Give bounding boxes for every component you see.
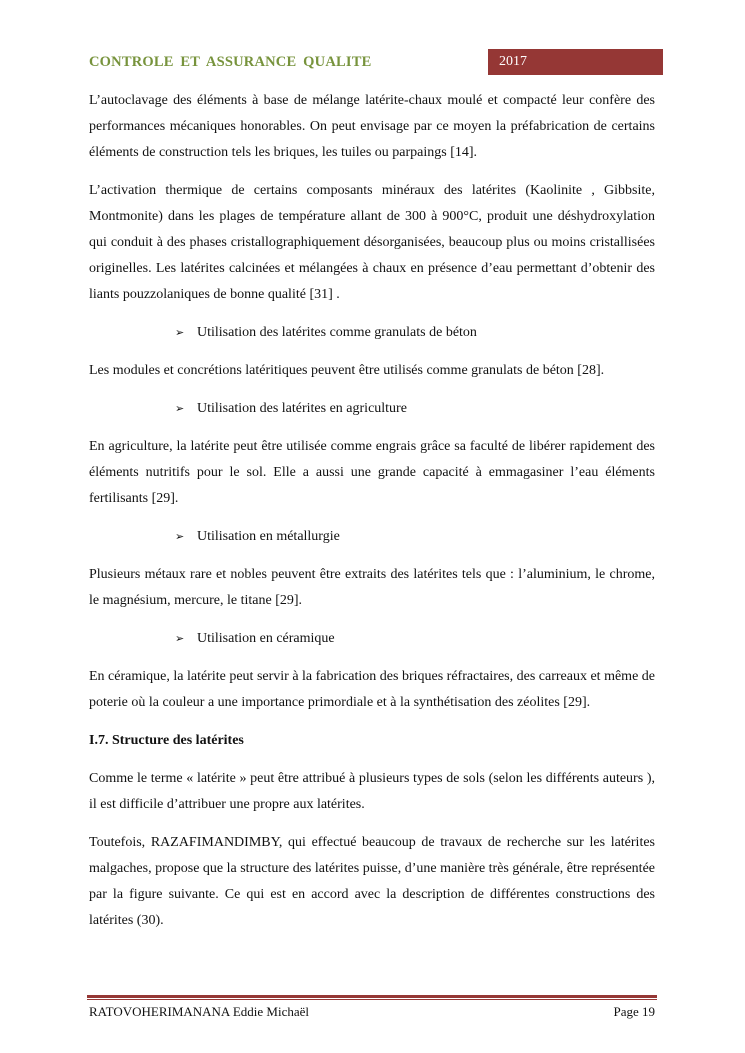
- arrow-bullet-icon: ➢: [175, 402, 185, 415]
- paragraph-autoclavage: L’autoclavage des éléments à base de mélange latérite-chaux moulé et compacté leur confère des performances mécaniques honorables. On peut envisage par ce moyen la préfabrication de certains éléments de construction tels les briques, les tuiles ou parpaings [14].: [89, 93, 655, 160]
- bullet-metallurgie: [89, 524, 655, 550]
- bullet-text: Utilisation des latérites en agriculture: [197, 401, 407, 416]
- arrow-bullet-icon: ➢: [175, 632, 185, 645]
- footer-page-number: Page 19: [613, 1004, 655, 1019]
- footer-rule-thin: [87, 999, 657, 1000]
- bullet-ceramique: [89, 626, 655, 652]
- bullet-text: Utilisation des latérites comme granulats de béton: [197, 325, 477, 340]
- paragraph-agriculture: En agriculture, la latérite peut être utilisée comme engrais grâce sa faculté de libérer rapidement des éléments nutritifs pour le sol. Elle a aussi une grande capacité à emmagasiner l’eau éléments fertilisants [29].: [89, 439, 655, 506]
- header-year-badge: 2017: [488, 49, 663, 75]
- paragraph-ceramique: En céramique, la latérite peut servir à la fabrication des briques réfractaires, des carreaux et même de poterie où la couleur a une importance primordiale et à la synthétisation des zéolites [29].: [89, 669, 655, 710]
- paragraph-metallurgie: Plusieurs métaux rare et nobles peuvent être extraits des latérites tels que : l’aluminium, le chrome, le magnésium, mercure, le titane [29].: [89, 567, 655, 608]
- paragraph-razafimandimby: Toutefois, RAZAFIMANDIMBY, qui effectué beaucoup de travaux de recherche sur les latérites malgaches, propose que la structure des latérites puisse, d’une manière très générale, être représentée par la figure suivante. Ce qui est en accord avec la description de différentes constructions des latérites (30).: [89, 835, 655, 928]
- footer-rule: [87, 995, 657, 998]
- bullet-text: Utilisation en métallurgie: [197, 529, 340, 544]
- arrow-bullet-icon: ➢: [175, 326, 185, 339]
- paragraph-activation-thermique: L’activation thermique de certains composants minéraux des latérites (Kaolinite , Gibbsite, Montmonite) dans les plages de température allant de 300 à 900°C, produit une déshydroxylation qui conduit à des phases cristallographiquement désorganisées, beaucoup plus ou moins cristallisées originelles. Les latérites calcinées et mélangées à chaux en présence d’eau permettant d’obtenir des liants pouzzolaniques de bonne qualité [31] .: [89, 183, 655, 302]
- bullet-agriculture: [89, 396, 655, 422]
- paragraph-granulats: Les modules et concrétions latéritiques peuvent être utilisés comme granulats de béton [28].: [89, 363, 605, 378]
- page-content: [89, 88, 655, 946]
- bullet-text: Utilisation en céramique: [197, 631, 335, 646]
- section-heading: I.7. Structure des latérites: [89, 733, 244, 748]
- bullet-granulats: [89, 320, 655, 346]
- header-title: CONTROLE ET ASSURANCE QUALITE: [89, 54, 372, 70]
- footer-author: RATOVOHERIMANANA Eddie Michaël: [89, 1004, 310, 1019]
- arrow-bullet-icon: ➢: [175, 530, 185, 543]
- paragraph-terme-laterite: Comme le terme « latérite » peut être attribué à plusieurs types de sols (selon les différents auteurs ), il est difficile d’attribuer une propre aux latérites.: [89, 771, 655, 812]
